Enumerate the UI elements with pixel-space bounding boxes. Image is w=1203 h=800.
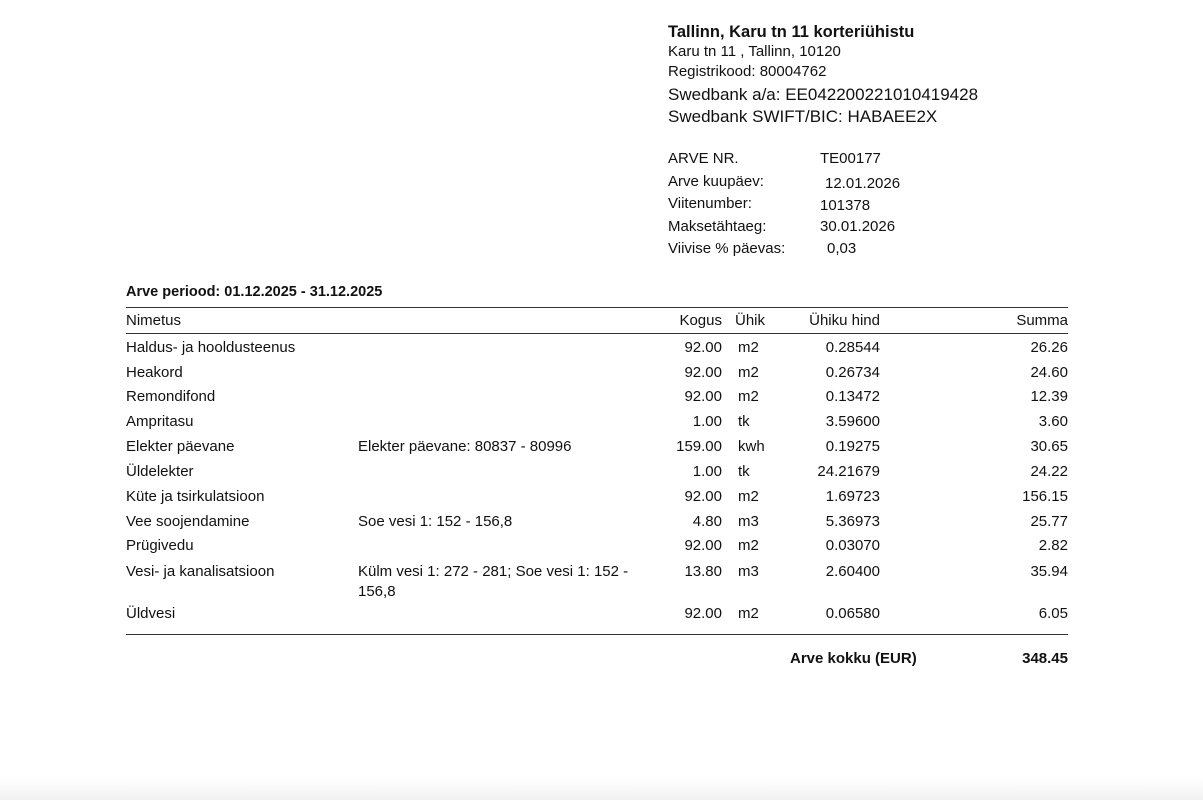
row-qty: 13.80 — [684, 563, 722, 580]
row-price: 24.21679 — [817, 463, 880, 480]
company-registry: Registrikood: 80004762 — [668, 63, 827, 80]
header-name: Nimetus — [126, 312, 182, 329]
invoice-meta — [668, 148, 1203, 261]
due-date-label: Maksetähtaeg: — [668, 217, 767, 235]
invoice-number-value: TE00177 — [820, 150, 881, 167]
invoice-date-row — [668, 171, 1203, 194]
row-qty: 4.80 — [692, 513, 722, 530]
row-price: 0.06580 — [825, 605, 880, 622]
row-name: Prügivedu — [126, 537, 194, 554]
row-price: 0.13472 — [825, 388, 880, 405]
row-price: 0.28544 — [825, 339, 880, 356]
row-unit: kwh — [738, 438, 765, 455]
row-name: Vee soojendamine — [126, 513, 250, 530]
header-qty: Kogus — [679, 312, 722, 329]
row-unit: m3 — [738, 513, 759, 530]
penalty-row — [668, 238, 1203, 261]
row-unit: m2 — [738, 388, 759, 405]
row-qty: 92.00 — [684, 339, 722, 356]
total-value: 348.45 — [1022, 650, 1068, 667]
row-name: Remondifond — [126, 388, 216, 405]
invoice-date-value: 12.01.2026 — [825, 174, 901, 192]
company-name: Tallinn, Karu tn 11 korteriühistu — [668, 23, 915, 41]
penalty-label: Viivise % päevas: — [668, 240, 786, 258]
row-name: Üldelekter — [126, 463, 194, 480]
row-price: 1.69723 — [825, 488, 880, 505]
row-sum: 26.26 — [1030, 339, 1068, 356]
row-desc: Elekter päevane: 80837 - 80996 — [358, 438, 572, 455]
page-bottom-edge — [0, 778, 1203, 800]
due-date-row — [668, 216, 1203, 239]
company-address: Karu tn 11 , Tallinn, 10120 — [668, 43, 841, 60]
row-desc: Külm vesi 1: 272 - 281; Soe vesi 1: 152 - 156,8 — [358, 563, 629, 600]
row-unit: tk — [738, 413, 750, 430]
row-qty: 1.00 — [692, 463, 722, 480]
row-price: 3.59600 — [825, 413, 880, 430]
row-price: 5.36973 — [825, 513, 880, 530]
row-unit: m3 — [738, 563, 759, 580]
row-name: Ampritasu — [126, 413, 194, 430]
row-name: Heakord — [126, 364, 183, 381]
row-name: Vesi- ja kanalisatsioon — [126, 563, 275, 580]
row-unit: tk — [738, 463, 750, 480]
table-header-rule — [126, 333, 1068, 334]
invoice-number-label: ARVE NR. — [668, 150, 739, 167]
row-sum: 35.94 — [1030, 563, 1068, 580]
reference-value: 101378 — [820, 197, 871, 215]
row-unit: m2 — [738, 339, 759, 356]
total-label: Arve kokku (EUR) — [790, 650, 917, 667]
reference-row — [668, 193, 1203, 216]
bank-account: Swedbank a/a: EE042200221010419428 — [668, 85, 979, 104]
row-sum: 12.39 — [1030, 388, 1068, 405]
row-unit: m2 — [738, 605, 759, 622]
header-price: Ühiku hind — [809, 312, 880, 329]
row-sum: 156.15 — [1022, 488, 1068, 505]
bank-swift: Swedbank SWIFT/BIC: HABAEE2X — [668, 107, 938, 126]
table-top-rule — [126, 307, 1068, 308]
row-sum: 3.60 — [1038, 413, 1068, 430]
row-price: 0.19275 — [825, 438, 880, 455]
invoice-number-row — [668, 148, 1203, 171]
row-name: Haldus- ja hooldusteenus — [126, 339, 296, 356]
header-sum: Summa — [1016, 312, 1068, 329]
row-price: 2.60400 — [825, 563, 880, 580]
due-date-value: 30.01.2026 — [820, 217, 896, 235]
row-qty: 92.00 — [684, 537, 722, 554]
row-qty: 159.00 — [676, 438, 722, 455]
row-qty: 92.00 — [684, 364, 722, 381]
company-header — [668, 22, 978, 128]
row-price: 0.26734 — [825, 364, 880, 381]
row-qty: 92.00 — [684, 605, 722, 622]
row-qty: 1.00 — [692, 413, 722, 430]
row-name: Üldvesi — [126, 605, 176, 622]
invoice-date-label: Arve kuupäev: — [668, 172, 764, 190]
row-sum: 24.22 — [1030, 463, 1068, 480]
row-qty: 92.00 — [684, 388, 722, 405]
penalty-value: 0,03 — [827, 240, 857, 258]
row-qty: 92.00 — [684, 488, 722, 505]
row-sum: 25.77 — [1030, 513, 1068, 530]
header-unit: Ühik — [735, 312, 766, 329]
row-unit: m2 — [738, 364, 759, 381]
row-unit: m2 — [738, 537, 759, 554]
row-name: Küte ja tsirkulatsioon — [126, 488, 265, 505]
reference-label: Viitenumber: — [668, 195, 752, 213]
row-sum: 30.65 — [1030, 438, 1068, 455]
row-price: 0.03070 — [825, 537, 880, 554]
invoice-period: Arve periood: 01.12.2025 - 31.12.2025 — [126, 284, 383, 300]
row-name: Elekter päevane — [126, 438, 235, 455]
table-bottom-rule — [126, 634, 1068, 635]
row-unit: m2 — [738, 488, 759, 505]
row-sum: 24.60 — [1030, 364, 1068, 381]
row-sum: 6.05 — [1038, 605, 1068, 622]
row-desc: Soe vesi 1: 152 - 156,8 — [358, 513, 513, 530]
row-sum: 2.82 — [1038, 537, 1068, 554]
